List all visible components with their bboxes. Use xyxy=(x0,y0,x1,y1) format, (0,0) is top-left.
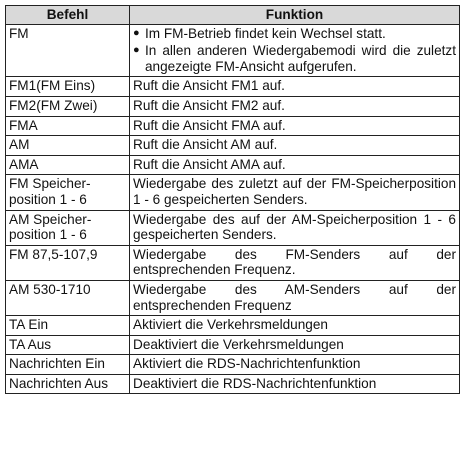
bullet-item xyxy=(133,26,456,42)
function-cell: Ruft die Ansicht FM2 auf. xyxy=(130,96,460,116)
bullet-text: In allen anderen Wiedergabemodi wird die zuletzt angezeigte FM-Ansicht aufgerufen. xyxy=(145,43,456,74)
function-cell: Aktiviert die Verkehrsmeldungen xyxy=(130,316,460,336)
table-row xyxy=(6,355,460,375)
table-row xyxy=(6,335,460,355)
table-row xyxy=(6,155,460,175)
table-row xyxy=(6,77,460,97)
command-cell: FM 87,5-107,9 xyxy=(6,245,130,280)
function-cell: Wiedergabe des AM-Senders auf der entsprechenden Frequenz xyxy=(130,280,460,315)
command-cell: FM Speicher-position 1 - 6 xyxy=(6,175,130,210)
table-row xyxy=(6,374,460,394)
command-cell: FM2(FM Zwei) xyxy=(6,96,130,116)
function-cell: Ruft die Ansicht FMA auf. xyxy=(130,116,460,136)
command-cell: AMA xyxy=(6,155,130,175)
bullet-text: Im FM-Betrieb findet kein Wechsel statt. xyxy=(145,25,386,41)
header-command: Befehl xyxy=(6,6,130,25)
bullet-icon: ● xyxy=(133,26,140,39)
table-row xyxy=(6,116,460,136)
function-cell: Wiedergabe des FM-Senders auf der entsprechenden Frequenz. xyxy=(130,245,460,280)
table-row xyxy=(6,136,460,156)
function-cell: Ruft die Ansicht AMA auf. xyxy=(130,155,460,175)
table-row xyxy=(6,280,460,315)
command-cell: Nachrichten Ein xyxy=(6,355,130,375)
function-cell: Deaktiviert die Verkehrsmeldungen xyxy=(130,335,460,355)
function-cell: Ruft die Ansicht AM auf. xyxy=(130,136,460,156)
table-row xyxy=(6,24,460,77)
header-function: Funktion xyxy=(130,6,460,25)
bullet-item xyxy=(133,43,456,74)
table-row xyxy=(6,245,460,280)
command-table xyxy=(5,5,460,394)
command-cell: AM Speicher-position 1 - 6 xyxy=(6,210,130,245)
command-cell: FMA xyxy=(6,116,130,136)
command-cell: AM 530-1710 xyxy=(6,280,130,315)
function-cell: Ruft die Ansicht FM1 auf. xyxy=(130,77,460,97)
command-cell: TA Aus xyxy=(6,335,130,355)
function-cell: Wiedergabe des auf der AM-Speicherposition 1 - 6 gespeicherten Senders. xyxy=(130,210,460,245)
table-row xyxy=(6,175,460,210)
bullet-icon: ● xyxy=(133,44,140,57)
function-cell: Wiedergabe des zuletzt auf der FM-Speicherposition 1 - 6 gespeicherten Senders. xyxy=(130,175,460,210)
table-row xyxy=(6,210,460,245)
command-cell: FM1(FM Eins) xyxy=(6,77,130,97)
table-header-row xyxy=(6,6,460,25)
command-cell: AM xyxy=(6,136,130,156)
function-cell: Deaktiviert die RDS-Nachrichtenfunktion xyxy=(130,374,460,394)
command-cell: Nachrichten Aus xyxy=(6,374,130,394)
table-row xyxy=(6,96,460,116)
function-cell: Aktiviert die RDS-Nachrichtenfunktion xyxy=(130,355,460,375)
table-row xyxy=(6,316,460,336)
function-cell xyxy=(130,24,460,77)
command-cell: FM xyxy=(6,24,130,77)
command-cell: TA Ein xyxy=(6,316,130,336)
